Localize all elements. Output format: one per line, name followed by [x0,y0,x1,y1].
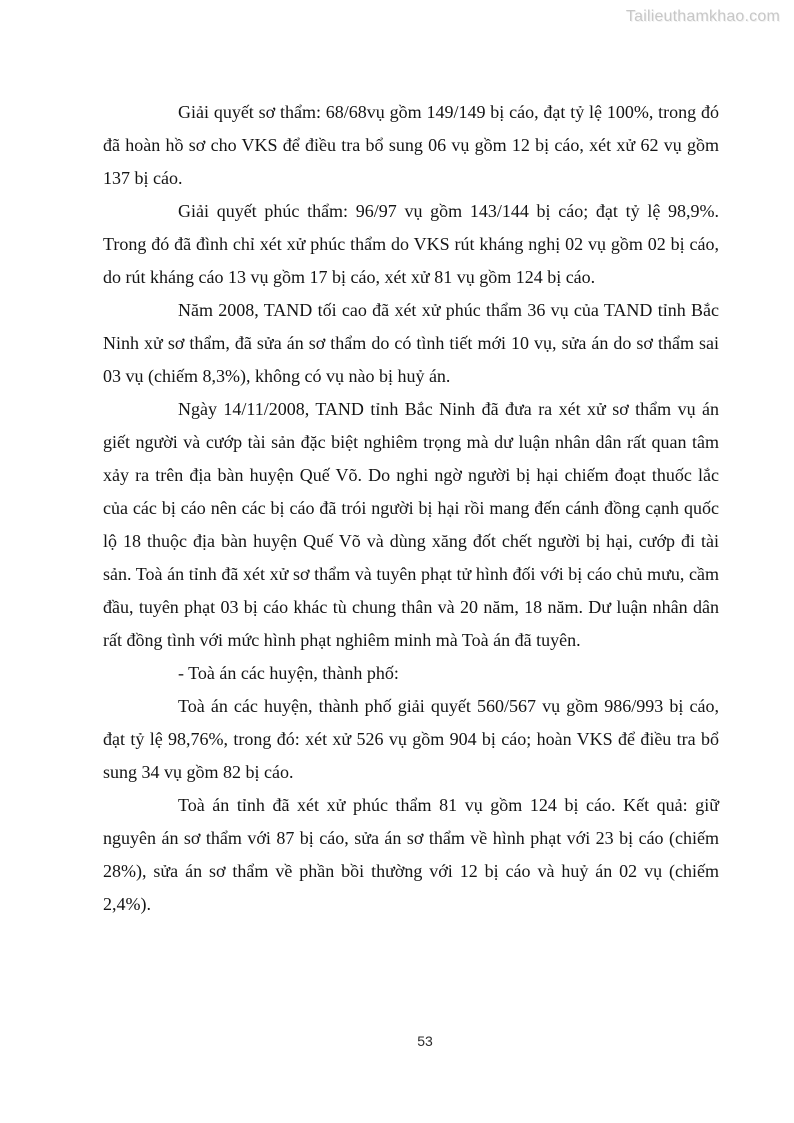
paragraph-nam-2008: Năm 2008, TAND tối cao đã xét xử phúc thẩm 36 vụ của TAND tỉnh Bắc Ninh xử sơ thẩm, đã sửa án sơ thẩm do có tình tiết mới 10 vụ, sửa án do sơ thẩm sai 03 vụ (chiếm 8,3%), không có vụ nào bị huỷ án. [103,300,719,386]
watermark: Tailieuthamkhao.com [625,8,780,25]
paragraph-toa-an-huyen-thong-ke: Toà án các huyện, thành phố giải quyết 560/567 vụ gồm 986/993 bị cáo, đạt tỷ lệ 98,76%, trong đó: xét xử 526 vụ gồm 904 bị cáo; hoàn VKS để điều tra bổ sung 34 vụ gồm 82 bị cáo. [103,696,719,782]
paragraph-heading-toa-an-huyen: - Toà án các huyện, thành phố: [178,663,399,683]
page-number: 53 [417,1033,433,1049]
paragraph-so-tham: Giải quyết sơ thẩm: 68/68vụ gồm 149/149 bị cáo, đạt tỷ lệ 100%, trong đó đã hoàn hồ sơ cho VKS để điều tra bổ sung 06 vụ gồm 12 bị cáo, xét xử 62 vụ gồm 137 bị cáo. [103,102,719,188]
paragraph-toa-an-tinh-ket-qua: Toà án tỉnh đã xét xử phúc thẩm 81 vụ gồm 124 bị cáo. Kết quả: giữ nguyên án sơ thẩm với 87 bị cáo, sửa án sơ thẩm về hình phạt với 23 bị cáo (chiếm 28%), sửa án sơ thẩm về phần bồi thường với 12 bị cáo và huỷ án 02 vụ (chiếm 2,4%). [103,795,719,914]
paragraph-vu-an-que-vo: Ngày 14/11/2008, TAND tỉnh Bắc Ninh đã đưa ra xét xử sơ thẩm vụ án giết người và cướp tài sản đặc biệt nghiêm trọng mà dư luận nhân dân rất quan tâm xảy ra trên địa bàn huyện Quế Võ. Do nghi ngờ người bị hại chiếm đoạt thuốc lắc của các bị cáo nên các bị cáo đã trói người bị hại rồi mang đến cánh đồng cạnh quốc lộ 18 thuộc địa bàn huyện Quế Võ và dùng xăng đốt chết người bị hại, cướp đi tài sản. Toà án tỉnh đã xét xử sơ thẩm và tuyên phạt tử hình đối với bị cáo chủ mưu, cầm đầu, tuyên phạt 03 bị cáo khác tù chung thân và 20 năm, 18 năm. Dư luận nhân dân rất đồng tình với mức hình phạt nghiêm minh mà Toà án đã tuyên. [103,399,719,650]
paragraph-phuc-tham: Giải quyết phúc thẩm: 96/97 vụ gồm 143/144 bị cáo; đạt tỷ lệ 98,9%. Trong đó đã đình chỉ xét xử phúc thẩm do VKS rút kháng nghị 02 vụ gồm 02 bị cáo, do rút kháng cáo 13 vụ gồm 17 bị cáo, xét xử 81 vụ gồm 124 bị cáo. [103,201,719,287]
document-body [103,96,719,921]
